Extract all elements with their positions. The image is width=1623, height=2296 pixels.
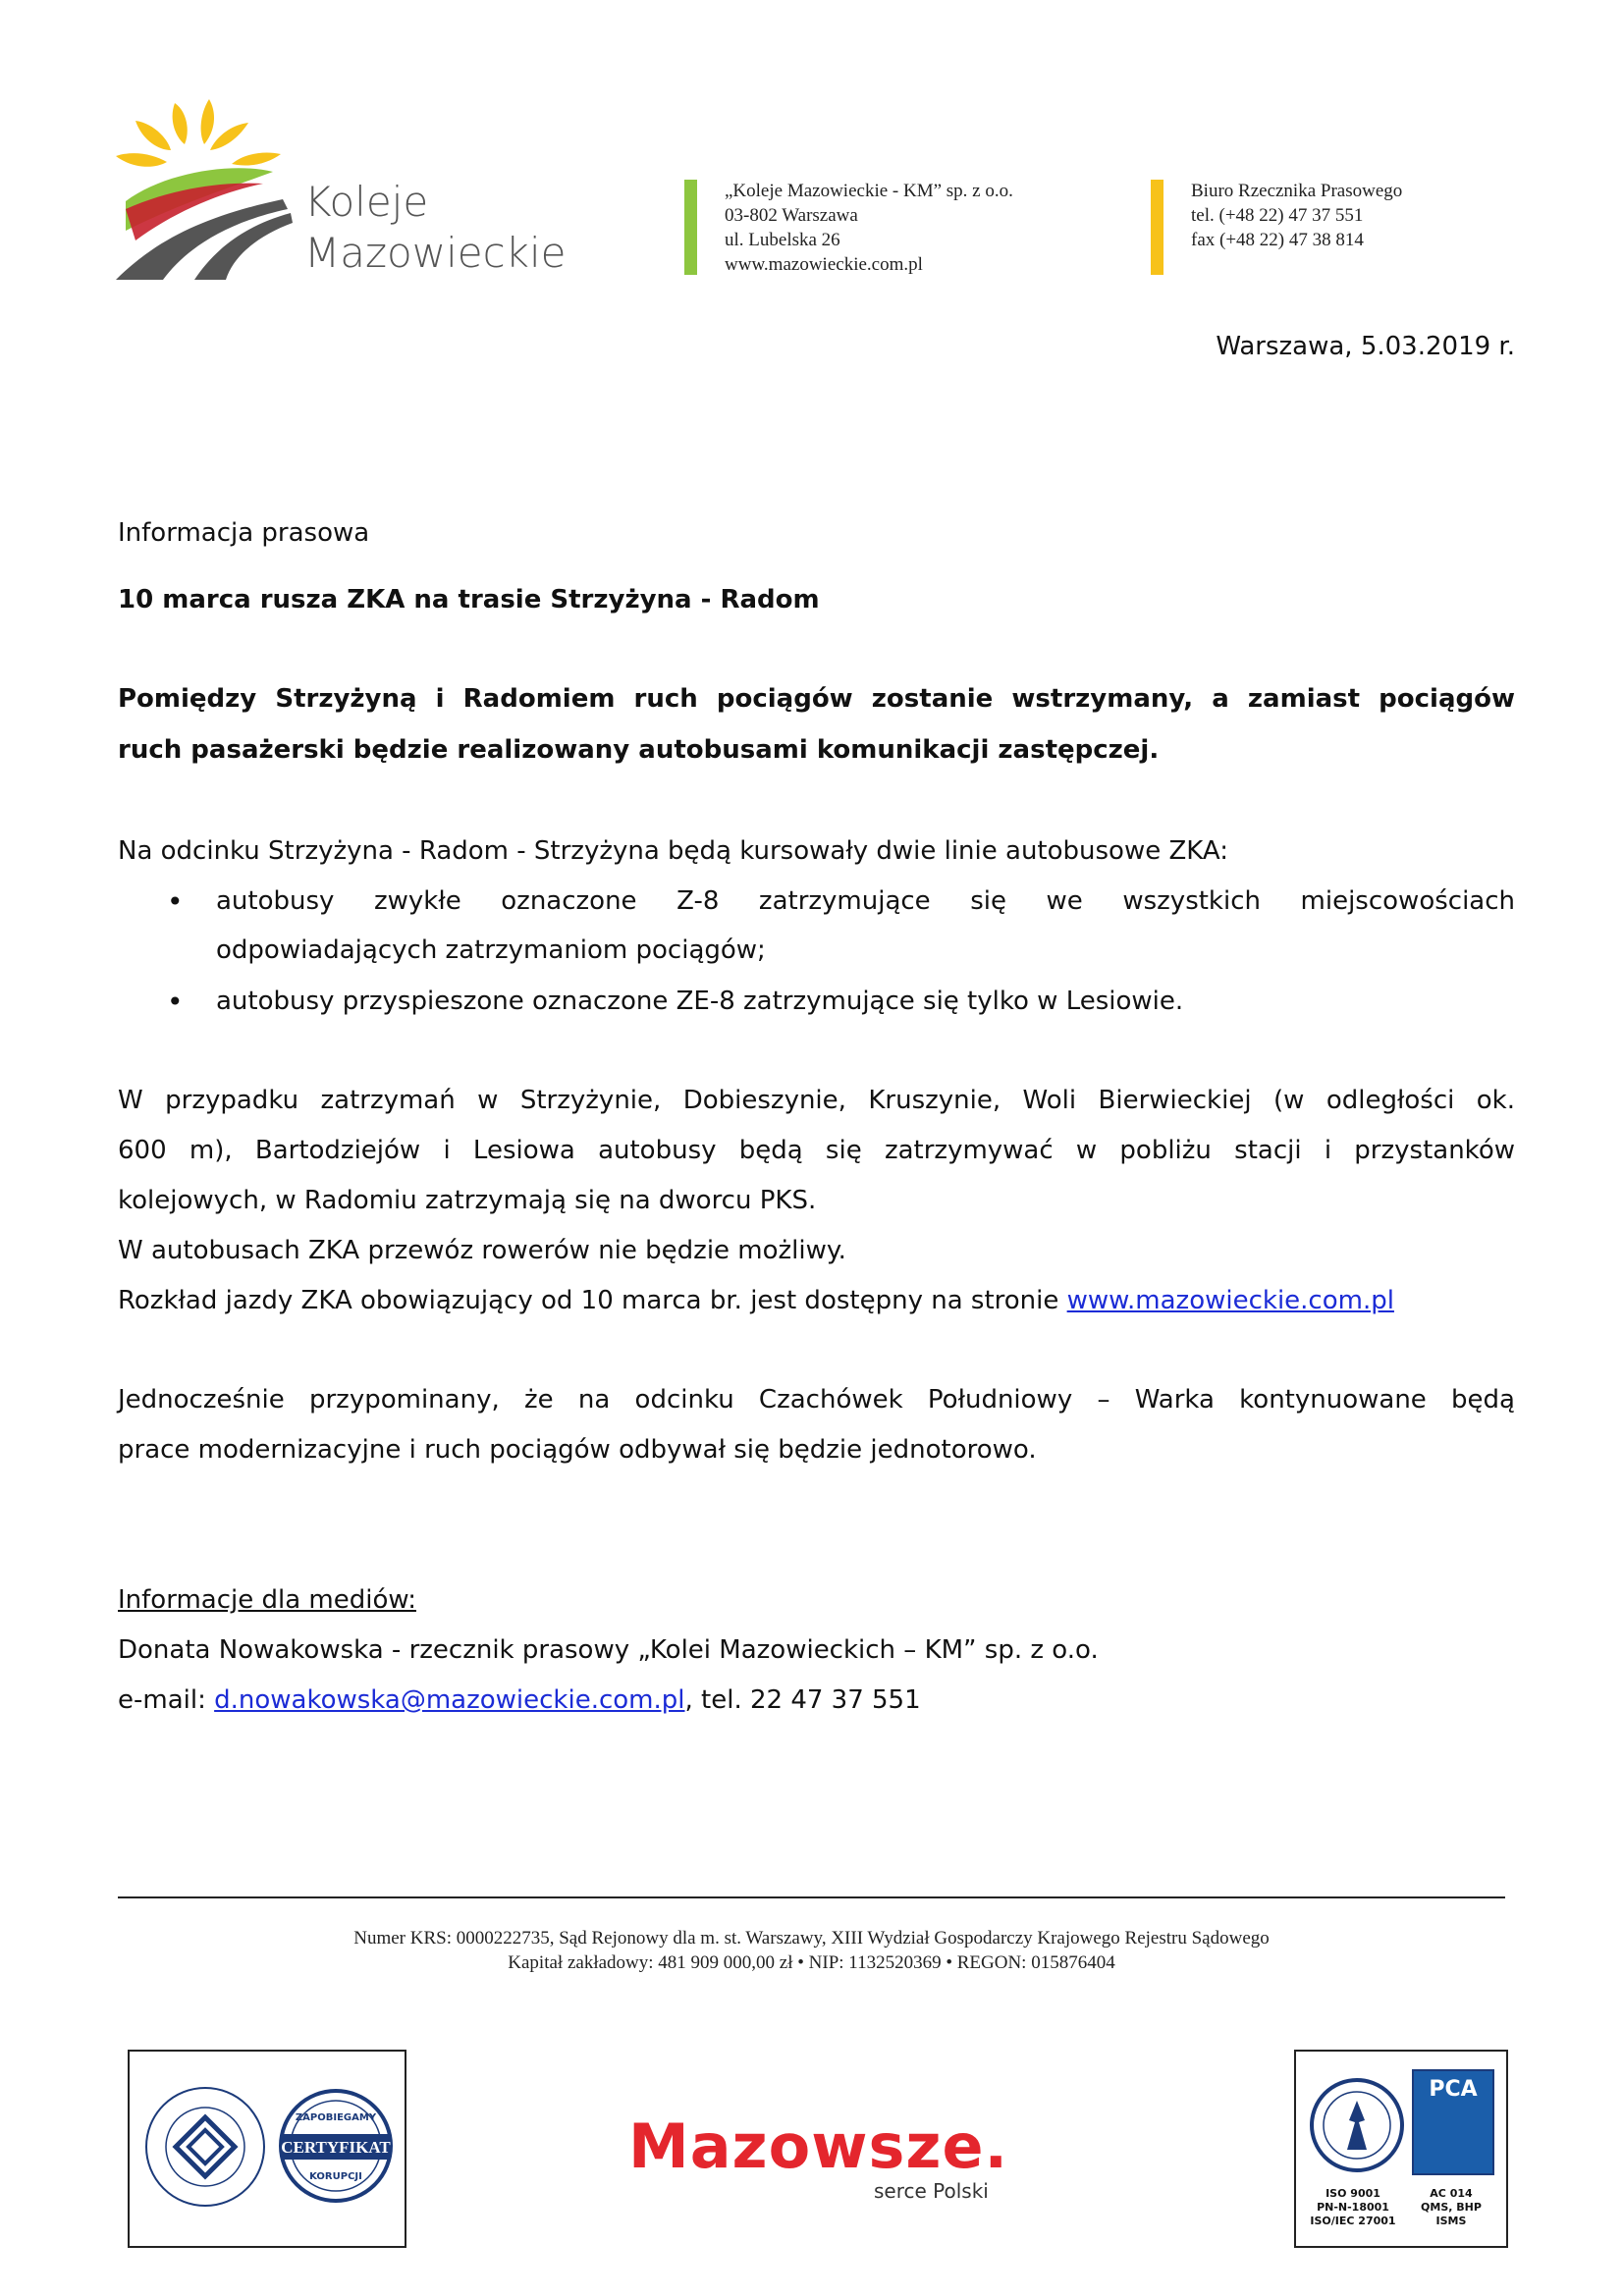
cert-line-3: KORUPCJI — [309, 2171, 362, 2182]
works-line-1: Jednocześnie przypominany, że na odcinku Czachówek Południowy – Warka kontynuowane będą — [118, 1385, 1515, 1415]
media-heading: Informacje dla mediów: — [118, 1585, 416, 1615]
document-type: Informacja prasowa — [118, 518, 370, 548]
logo-wordmark — [304, 177, 567, 279]
mazowsze-tagline: serce Polski — [874, 2179, 989, 2203]
footer-krs: Numer KRS: 0000222735, Sąd Rejonowy dla m. st. Warszawy, XIII Wydział Gospodarczy Krajowego Rejestru Sądowego — [353, 1928, 1270, 1949]
bullet-2-text: autobusy przyspieszone oznaczone ZE-8 zatrzymujące się tylko w Lesiowie. — [216, 987, 1184, 1016]
pca-scope — [1408, 2187, 1494, 2228]
media-email-line — [118, 1685, 921, 1715]
press-office-contact — [1191, 179, 1402, 252]
isms: ISMS — [1435, 2215, 1467, 2227]
bikes-note: W autobusach ZKA przewóz rowerów nie będzie możliwy. — [118, 1236, 846, 1265]
document-date: Warszawa, 5.03.2019 r. — [1216, 332, 1515, 361]
press-office-tel: tel. (+48 22) 47 37 551 — [1191, 205, 1364, 226]
footer-capital: Kapitał zakładowy: 481 909 000,00 zł • NIP: 1132520369 • REGON: 015876404 — [508, 1952, 1115, 1973]
pca-badge — [1412, 2069, 1494, 2175]
pca-label: PCA — [1429, 2077, 1478, 2102]
company-web: www.mazowieckie.com.pl — [725, 254, 923, 275]
polish-register-seal-icon — [1308, 2071, 1406, 2179]
iso-certification-badges — [1294, 2050, 1508, 2248]
bullet-1-line-1: autobusy zwykłe oznaczone Z-8 zatrzymujące się we wszystkich miejscowościach — [216, 886, 1515, 916]
iso-9001: ISO 9001 — [1325, 2187, 1380, 2200]
stops-line-2: 600 m), Bartodziejów i Lesiowa autobusy będą się zatrzymywać w pobliżu stacji i przystanków — [118, 1136, 1515, 1165]
document-title: 10 marca rusza ZKA na trasie Strzyżyna - Radom — [118, 585, 820, 614]
company-address — [725, 179, 1013, 277]
iso-standards — [1302, 2187, 1404, 2228]
intro-text: Na odcinku Strzyżyna - Radom - Strzyżyna będą kursowały dwie linie autobusowe ZKA: — [118, 836, 1228, 866]
website-link[interactable]: www.mazowieckie.com.pl — [1066, 1286, 1394, 1315]
chamber-seal-icon — [141, 2083, 269, 2211]
logo-line-2: Mazowieckie — [304, 229, 567, 277]
cert-line-1: ZAPOBIEGAMY — [295, 2112, 377, 2123]
ac-014: AC 014 — [1430, 2187, 1473, 2200]
email-link[interactable]: d.nowakowska@mazowieckie.com.pl — [214, 1685, 685, 1715]
media-tel: , tel. 22 47 37 551 — [684, 1685, 921, 1715]
company-postcode: 03-802 Warszawa — [725, 205, 858, 226]
bullet-1-line-2: odpowiadających zatrzymaniom pociągów; — [216, 935, 766, 965]
stops-line-1: W przypadku zatrzymań w Strzyżynie, Dobieszynie, Kruszynie, Woli Bierwieckiej (w odległości ok. — [118, 1086, 1515, 1115]
works-line-2: prace modernizacyjne i ruch pociągów odbywał się będzie jednotorowo. — [118, 1435, 1037, 1465]
press-office-fax: fax (+48 22) 47 38 814 — [1191, 230, 1364, 250]
cert-line-2: CERTYFIKAT — [281, 2138, 391, 2157]
timetable-text: Rozkład jazdy ZKA obowiązujący od 10 marca br. jest dostępny na stronie — [118, 1286, 1067, 1315]
mazowsze-logo: Mazowsze. — [628, 2110, 1009, 2182]
header-divider-yellow — [1151, 180, 1163, 275]
press-office-title: Biuro Rzecznika Prasowego — [1191, 181, 1403, 201]
media-contact: Donata Nowakowska - rzecznik prasowy „Kolei Mazowieckich – KM” sp. z o.o. — [118, 1635, 1099, 1665]
bullet-1-marker: • — [167, 885, 184, 918]
stops-line-3: kolejowych, w Radomiu zatrzymają się na dworcu PKS. — [118, 1186, 817, 1215]
anti-corruption-certificate — [128, 2050, 406, 2248]
bullet-2-marker: • — [167, 986, 184, 1018]
pn-n-18001: PN-N-18001 — [1317, 2201, 1389, 2214]
company-name: „Koleje Mazowieckie - KM” sp. z o.o. — [725, 181, 1013, 201]
lead-line-2: ruch pasażerski będzie realizowany autobusami komunikacji zastępczej. — [118, 735, 1160, 765]
company-street: ul. Lubelska 26 — [725, 230, 840, 250]
header-divider-green — [684, 180, 697, 275]
qms-bhp: QMS, BHP — [1421, 2201, 1482, 2214]
iso-27001: ISO/IEC 27001 — [1310, 2215, 1396, 2227]
lead-line-1: Pomiędzy Strzyżyną i Radomiem ruch pociągów zostanie wstrzymany, a zamiast pociągów — [118, 684, 1515, 714]
timetable-note — [118, 1286, 1394, 1315]
footer-divider — [118, 1896, 1505, 1898]
koleje-mazowieckie-logo — [116, 93, 312, 280]
email-label: e-mail: — [118, 1685, 215, 1715]
logo-line-1: Koleje — [304, 178, 429, 226]
